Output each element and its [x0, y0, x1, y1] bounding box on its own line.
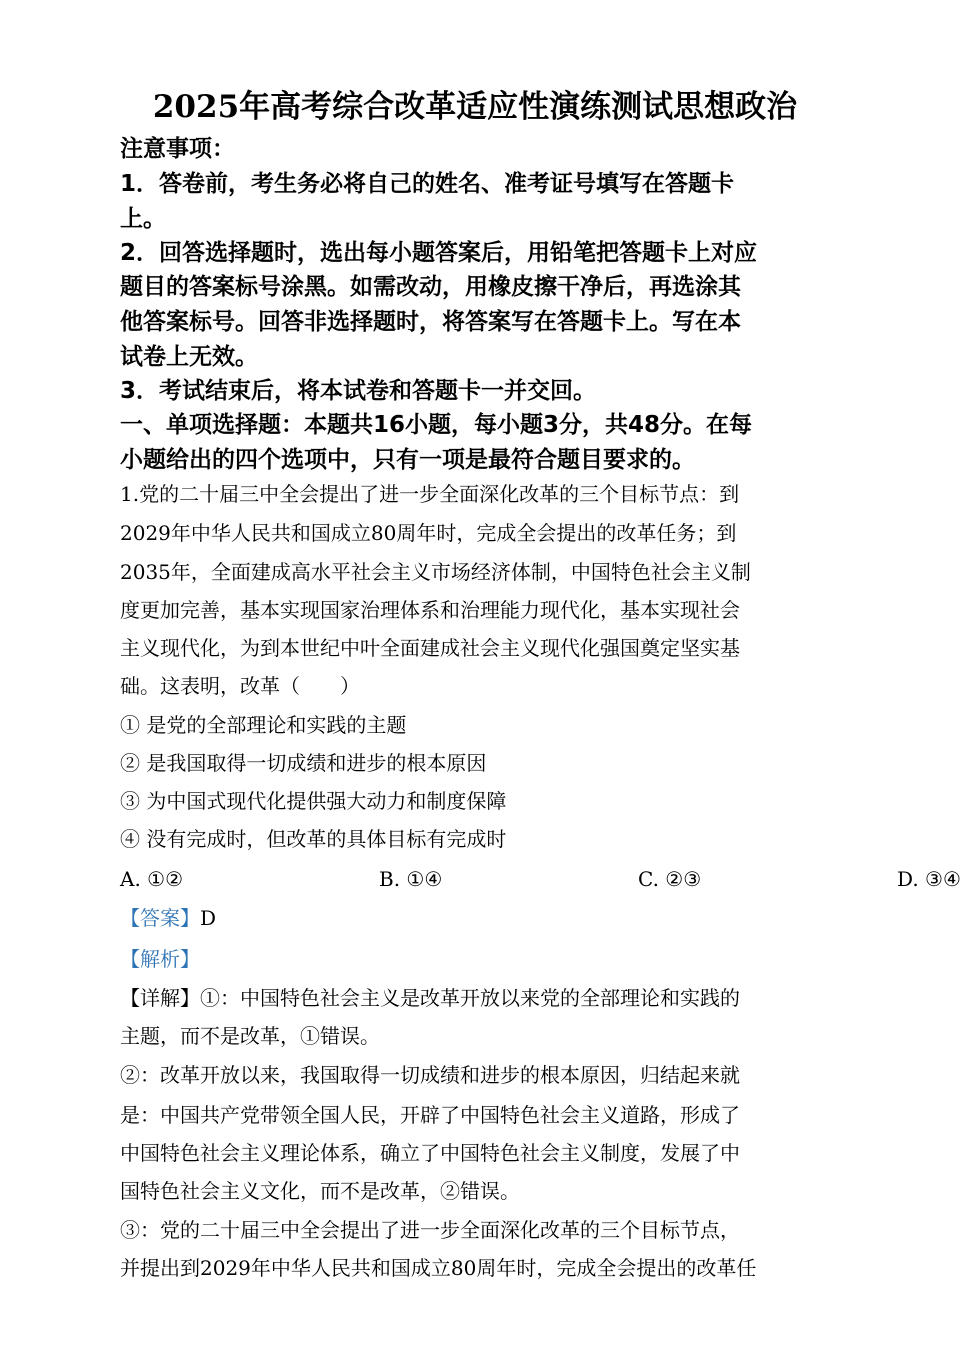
notice-line: 1．答卷前，考生务必将自己的姓名、准考证号填写在答题卡 [120, 171, 735, 197]
statement: ① 是党的全部理论和实践的主题 [120, 713, 407, 737]
option-c: C. ②③ [638, 867, 702, 891]
detail-line: 并提出到2029年中华人民共和国成立80周年时，完成全会提出的改革任 [120, 1256, 757, 1280]
notice-line: 2．回答选择题时，选出每小题答案后，用铅笔把答题卡上对应 [120, 240, 758, 266]
detail-line: 主题，而不是改革，①错误。 [120, 1024, 380, 1048]
notice-line: 试卷上无效。 [120, 344, 258, 370]
notice-line: 题目的答案标号涂黑。如需改动，用橡皮擦干净后，再选涂其 [120, 274, 741, 300]
question-stem-line: 主义现代化，为到本世纪中叶全面建成社会主义现代化强国奠定坚实基 [120, 636, 740, 660]
option-d: D. ③④ [897, 867, 961, 891]
section-heading: 一、单项选择题：本题共16小题，每小题3分，共48分。在每 [120, 412, 753, 438]
detail-line: 【详解】①：中国特色社会主义是改革开放以来党的全部理论和实践的 [120, 986, 740, 1010]
question-stem-line: 度更加完善，基本实现国家治理体系和治理能力现代化，基本实现社会 [120, 598, 740, 622]
page-title: 2025年高考综合改革适应性演练测试思想政治 [152, 89, 798, 125]
answer-value: D [200, 906, 217, 930]
section-heading: 小题给出的四个选项中，只有一项是最符合题目要求的。 [120, 447, 695, 473]
option-b: B. ①④ [379, 867, 443, 891]
detail-line: 中国特色社会主义理论体系，确立了中国特色社会主义制度，发展了中 [120, 1141, 740, 1165]
statement: ④ 没有完成时，但改革的具体目标有完成时 [120, 827, 507, 851]
detail-line: 国特色社会主义文化，而不是改革，②错误。 [120, 1179, 520, 1203]
detail-line: ②：改革开放以来，我国取得一切成绩和进步的根本原因，归结起来就 [120, 1063, 740, 1087]
analysis-label: 【解析】 [120, 947, 200, 971]
statement: ② 是我国取得一切成绩和进步的根本原因 [120, 751, 487, 775]
answer-label: 【答案】 [120, 906, 200, 930]
statement: ③ 为中国式现代化提供强大动力和制度保障 [120, 789, 507, 813]
question-stem-line: 1.党的二十届三中全会提出了进一步全面深化改革的三个目标节点：到 [120, 482, 740, 506]
notice-heading: 注意事项： [120, 136, 235, 162]
detail-line: ③：党的二十届三中全会提出了进一步全面深化改革的三个目标节点， [120, 1218, 740, 1242]
notice-line: 3．考试结束后，将本试卷和答题卡一并交回。 [120, 378, 597, 404]
notice-line: 他答案标号。回答非选择题时，将答案写在答题卡上。写在本 [120, 309, 741, 335]
question-stem-line: 2035年，全面建成高水平社会主义市场经济体制，中国特色社会主义制 [120, 560, 751, 584]
question-stem-line: 础。这表明，改革（ ） [120, 674, 360, 698]
answer-line [120, 899, 216, 937]
notice-line: 上。 [120, 206, 166, 232]
question-stem-line: 2029年中华人民共和国成立80周年时，完成全会提出的改革任务；到 [120, 521, 737, 545]
option-a: A. ①② [120, 867, 184, 891]
detail-line: 是：中国共产党带领全国人民，开辟了中国特色社会主义道路，形成了 [120, 1103, 740, 1127]
